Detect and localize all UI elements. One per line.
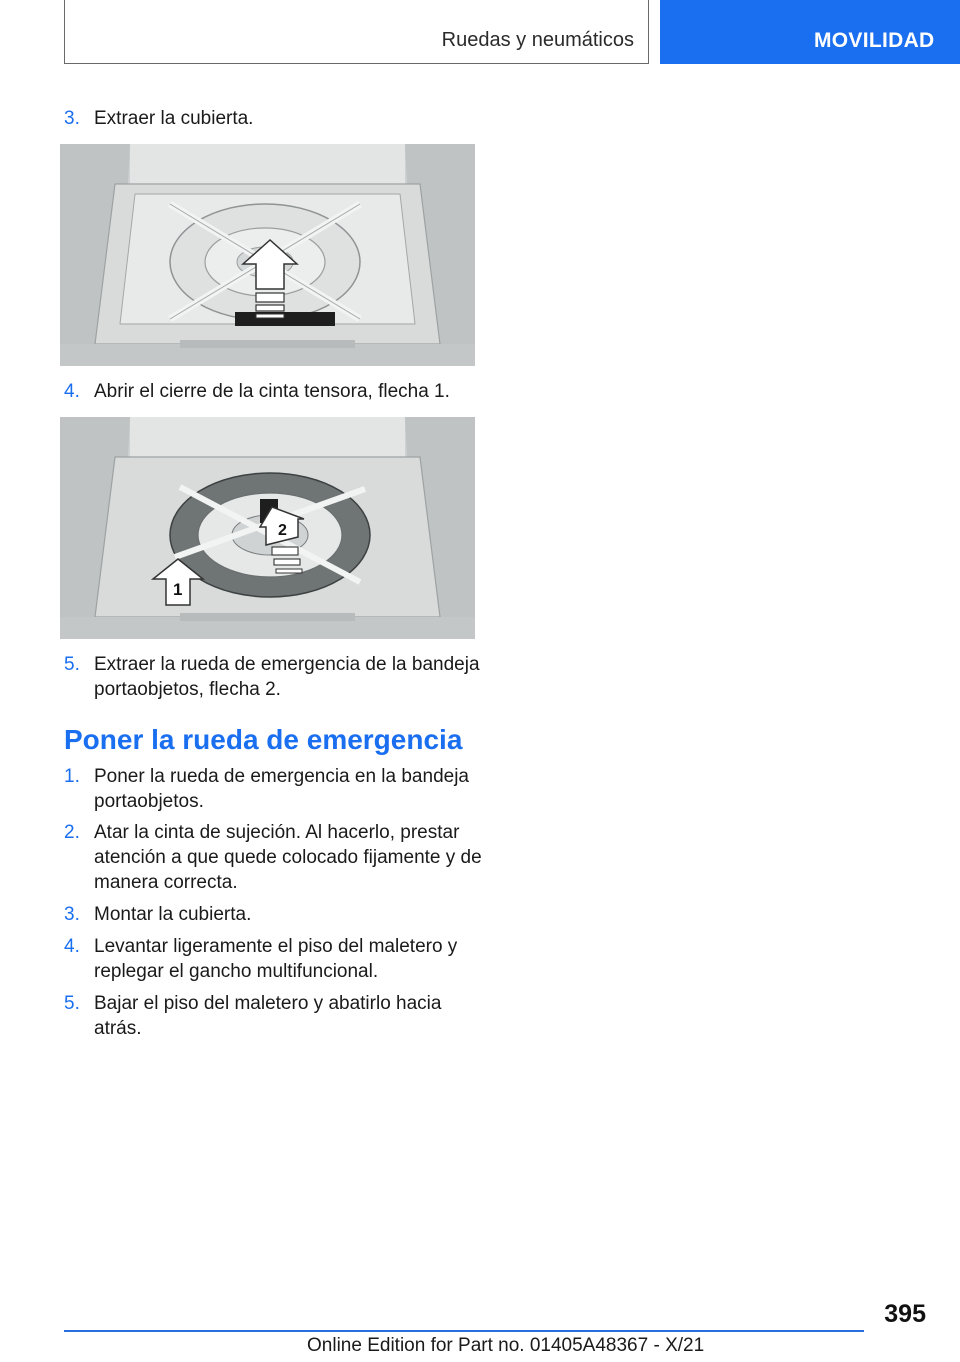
step-number: 3. — [64, 904, 80, 925]
step-number: 1. — [64, 766, 80, 787]
section-title: Ruedas y neumáticos — [441, 29, 634, 51]
page-number: 395 — [884, 1300, 926, 1328]
arrow-label-2: 2 — [278, 522, 287, 539]
edition-text: Online Edition for Part no. 01405A48367 - X/21 — [307, 1335, 705, 1356]
step-lift-floor — [64, 934, 484, 984]
section-heading: Poner la rueda de emergencia — [64, 724, 463, 755]
figure-trunk-cover — [60, 144, 475, 366]
step-text: Poner la rueda de emergencia en la bandeja portaobjetos. — [94, 766, 469, 812]
step-number: 5. — [64, 654, 80, 675]
step-number: 4. — [64, 936, 80, 957]
step-text: Levantar ligeramente el piso del maletero y replegar el gancho multifuncional. — [94, 936, 458, 982]
step-text: Montar la cubierta. — [94, 904, 252, 925]
chapter-title: MOVILIDAD — [814, 29, 935, 52]
step-text: Bajar el piso del maletero y abatirlo hacia atrás. — [94, 993, 442, 1039]
step-text: Extraer la rueda de emergencia de la bandeja portaobjetos, flecha 2. — [94, 654, 480, 700]
step-number: 3. — [64, 108, 80, 129]
step-fasten-strap — [64, 820, 484, 895]
step-remove-spare — [64, 652, 484, 702]
step-remove-cover — [64, 106, 484, 131]
step-text: Abrir el cierre de la cinta tensora, flecha 1. — [94, 381, 450, 402]
arrow-label-1: 1 — [173, 580, 183, 599]
step-number: 2. — [64, 822, 80, 843]
step-number: 4. — [64, 381, 80, 402]
trunk-illustration-2 — [60, 417, 475, 639]
step-lower-floor — [64, 991, 484, 1041]
trunk-illustration-1 — [60, 144, 475, 366]
figure-spare-wheel — [60, 417, 475, 639]
header-section-box — [64, 0, 649, 64]
chapter-tab — [660, 0, 960, 64]
step-open-strap — [64, 379, 484, 404]
step-text: Atar la cinta de sujeción. Al hacerlo, prestar atención a que quede colocado fijamente y de manera correcta. — [94, 822, 482, 893]
step-number: 5. — [64, 993, 80, 1014]
step-place-spare — [64, 764, 484, 814]
step-text: Extraer la cubierta. — [94, 108, 254, 129]
step-mount-cover — [64, 902, 484, 927]
footer-divider — [64, 1330, 864, 1332]
